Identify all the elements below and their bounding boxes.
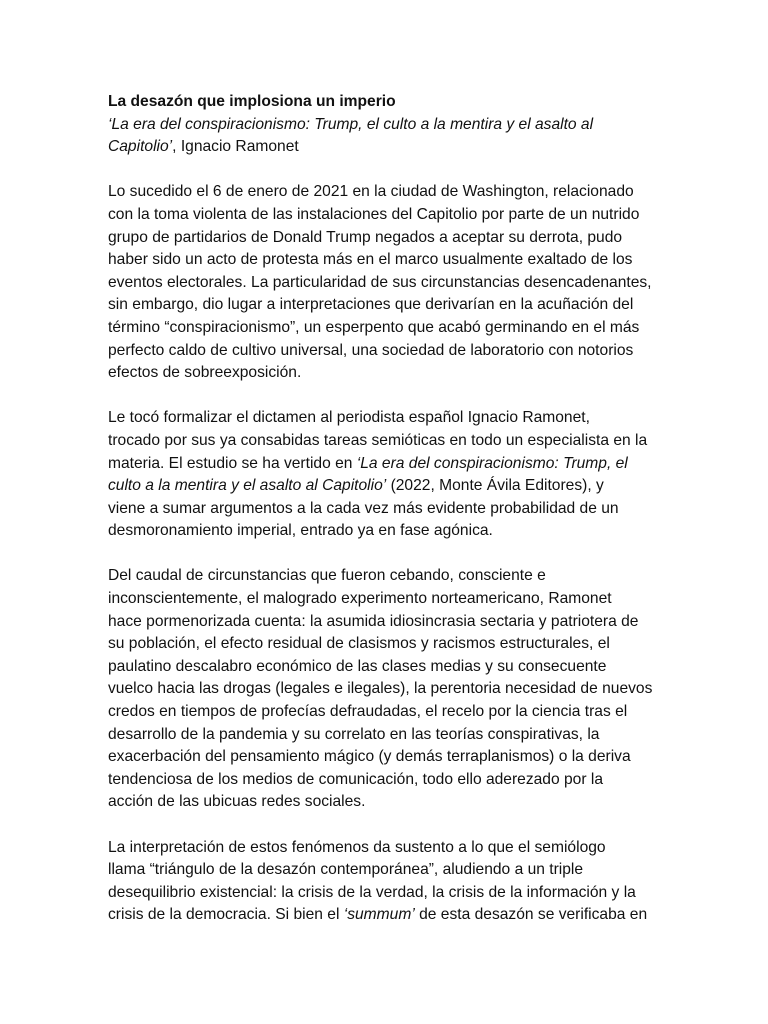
paragraph-line: viene a sumar argumentos a la cada vez más evidente probabilidad de un bbox=[108, 499, 619, 517]
paragraph-line: perfecto caldo de cultivo universal, una sociedad de laboratorio con notorios bbox=[108, 341, 634, 359]
paragraph-line: tendenciosa de los medios de comunicación, todo ello aderezado por la bbox=[108, 770, 603, 788]
paragraph-line: eventos electorales. La particularidad de sus circunstancias desencadenantes, bbox=[108, 273, 652, 291]
paragraph-text: (2022, Monte Ávila Editores), y bbox=[386, 477, 604, 495]
paragraph-1 bbox=[108, 181, 688, 384]
paragraph-text: de esta desazón se verificaba en bbox=[414, 906, 648, 924]
paragraph-line: término “conspiracionismo”, un esperpento que acabó germinando en el más bbox=[108, 318, 640, 336]
paragraph-line: vuelco hacia las drogas (legales e ilegales), la perentoria necesidad de nuevos bbox=[108, 680, 653, 698]
paragraph-line: credos en tiempos de profecías defraudadas, el recelo por la ciencia tras el bbox=[108, 703, 628, 721]
paragraph-line: con la toma violenta de las instalaciones del Capitolio por parte de un nutrido bbox=[108, 205, 640, 223]
document-body bbox=[108, 91, 688, 927]
paragraph-3 bbox=[108, 565, 688, 814]
paragraph-line: Lo sucedido el 6 de enero de 2021 en la ciudad de Washington, relacionado bbox=[108, 183, 634, 201]
paragraph-line: efectos de sobreexposición. bbox=[108, 364, 302, 382]
paragraph-line: grupo de partidarios de Donald Trump negados a aceptar su derrota, pudo bbox=[108, 228, 623, 246]
subtitle-author: , Ignacio Ramonet bbox=[172, 138, 299, 156]
article-title: La desazón que implosiona un imperio bbox=[108, 93, 396, 110]
article-subtitle bbox=[108, 114, 688, 159]
paragraph-text: materia. El estudio se ha vertido en bbox=[108, 454, 357, 472]
paragraph-line: trocado por sus ya consabidas tareas semióticas en todo un especialista en la bbox=[108, 431, 648, 449]
paragraph-2 bbox=[108, 407, 688, 543]
paragraph-line: desequilibrio existencial: la crisis de la verdad, la crisis de la información y la bbox=[108, 883, 636, 901]
subtitle-line-1: ‘La era del conspiracionismo: Trump, el culto a la mentira y el asalto al bbox=[108, 115, 594, 133]
paragraph-line: acción de las ubicuas redes sociales. bbox=[108, 793, 366, 811]
paragraph-line: desarrollo de la pandemia y su correlato en las teorías conspirativas, la bbox=[108, 725, 600, 743]
paragraph-line: paulatino descalabro económico de las clases medias y su consecuente bbox=[108, 657, 607, 675]
book-title-italic: culto a la mentira y el asalto al Capitolio’ bbox=[108, 477, 387, 495]
paragraph-line bbox=[108, 904, 688, 927]
paragraph-line: inconscientemente, el malogrado experimento norteamericano, Ramonet bbox=[108, 590, 612, 608]
paragraph-line: sin embargo, dio lugar a interpretaciones que derivarían en la acuñación del bbox=[108, 296, 634, 314]
paragraph-4 bbox=[108, 837, 688, 927]
paragraph-line: La interpretación de estos fenómenos da sustento a lo que el semiólogo bbox=[108, 838, 606, 856]
paragraph-line: exacerbación del pensamiento mágico (y demás terraplanismos) o la deriva bbox=[108, 748, 631, 766]
paragraph-line: llama “triángulo de la desazón contemporánea”, aludiendo a un triple bbox=[108, 861, 584, 879]
paragraph-text: crisis de la democracia. Si bien el bbox=[108, 906, 344, 924]
paragraph-line: hace pormenorizada cuenta: la asumida idiosincrasia sectaria y patriotera de bbox=[108, 612, 639, 630]
subtitle-book-title-end: Capitolio’ bbox=[108, 138, 173, 156]
paragraph-line: Le tocó formalizar el dictamen al periodista español Ignacio Ramonet, bbox=[108, 409, 590, 427]
summum-italic: ‘summum’ bbox=[343, 906, 415, 924]
paragraph-line: Del caudal de circunstancias que fueron cebando, consciente e bbox=[108, 567, 546, 585]
paragraph-line: haber sido un acto de protesta más en el marco usualmente exaltado de los bbox=[108, 251, 633, 269]
paragraph-line: su población, el efecto residual de clasismos y racismos estructurales, el bbox=[108, 635, 610, 653]
paragraph-line: desmoronamiento imperial, entrado ya en fase agónica. bbox=[108, 522, 493, 540]
book-title-italic: ‘La era del conspiracionismo: Trump, el bbox=[356, 454, 628, 472]
paragraph-line bbox=[108, 475, 688, 498]
paragraph-line bbox=[108, 453, 688, 476]
